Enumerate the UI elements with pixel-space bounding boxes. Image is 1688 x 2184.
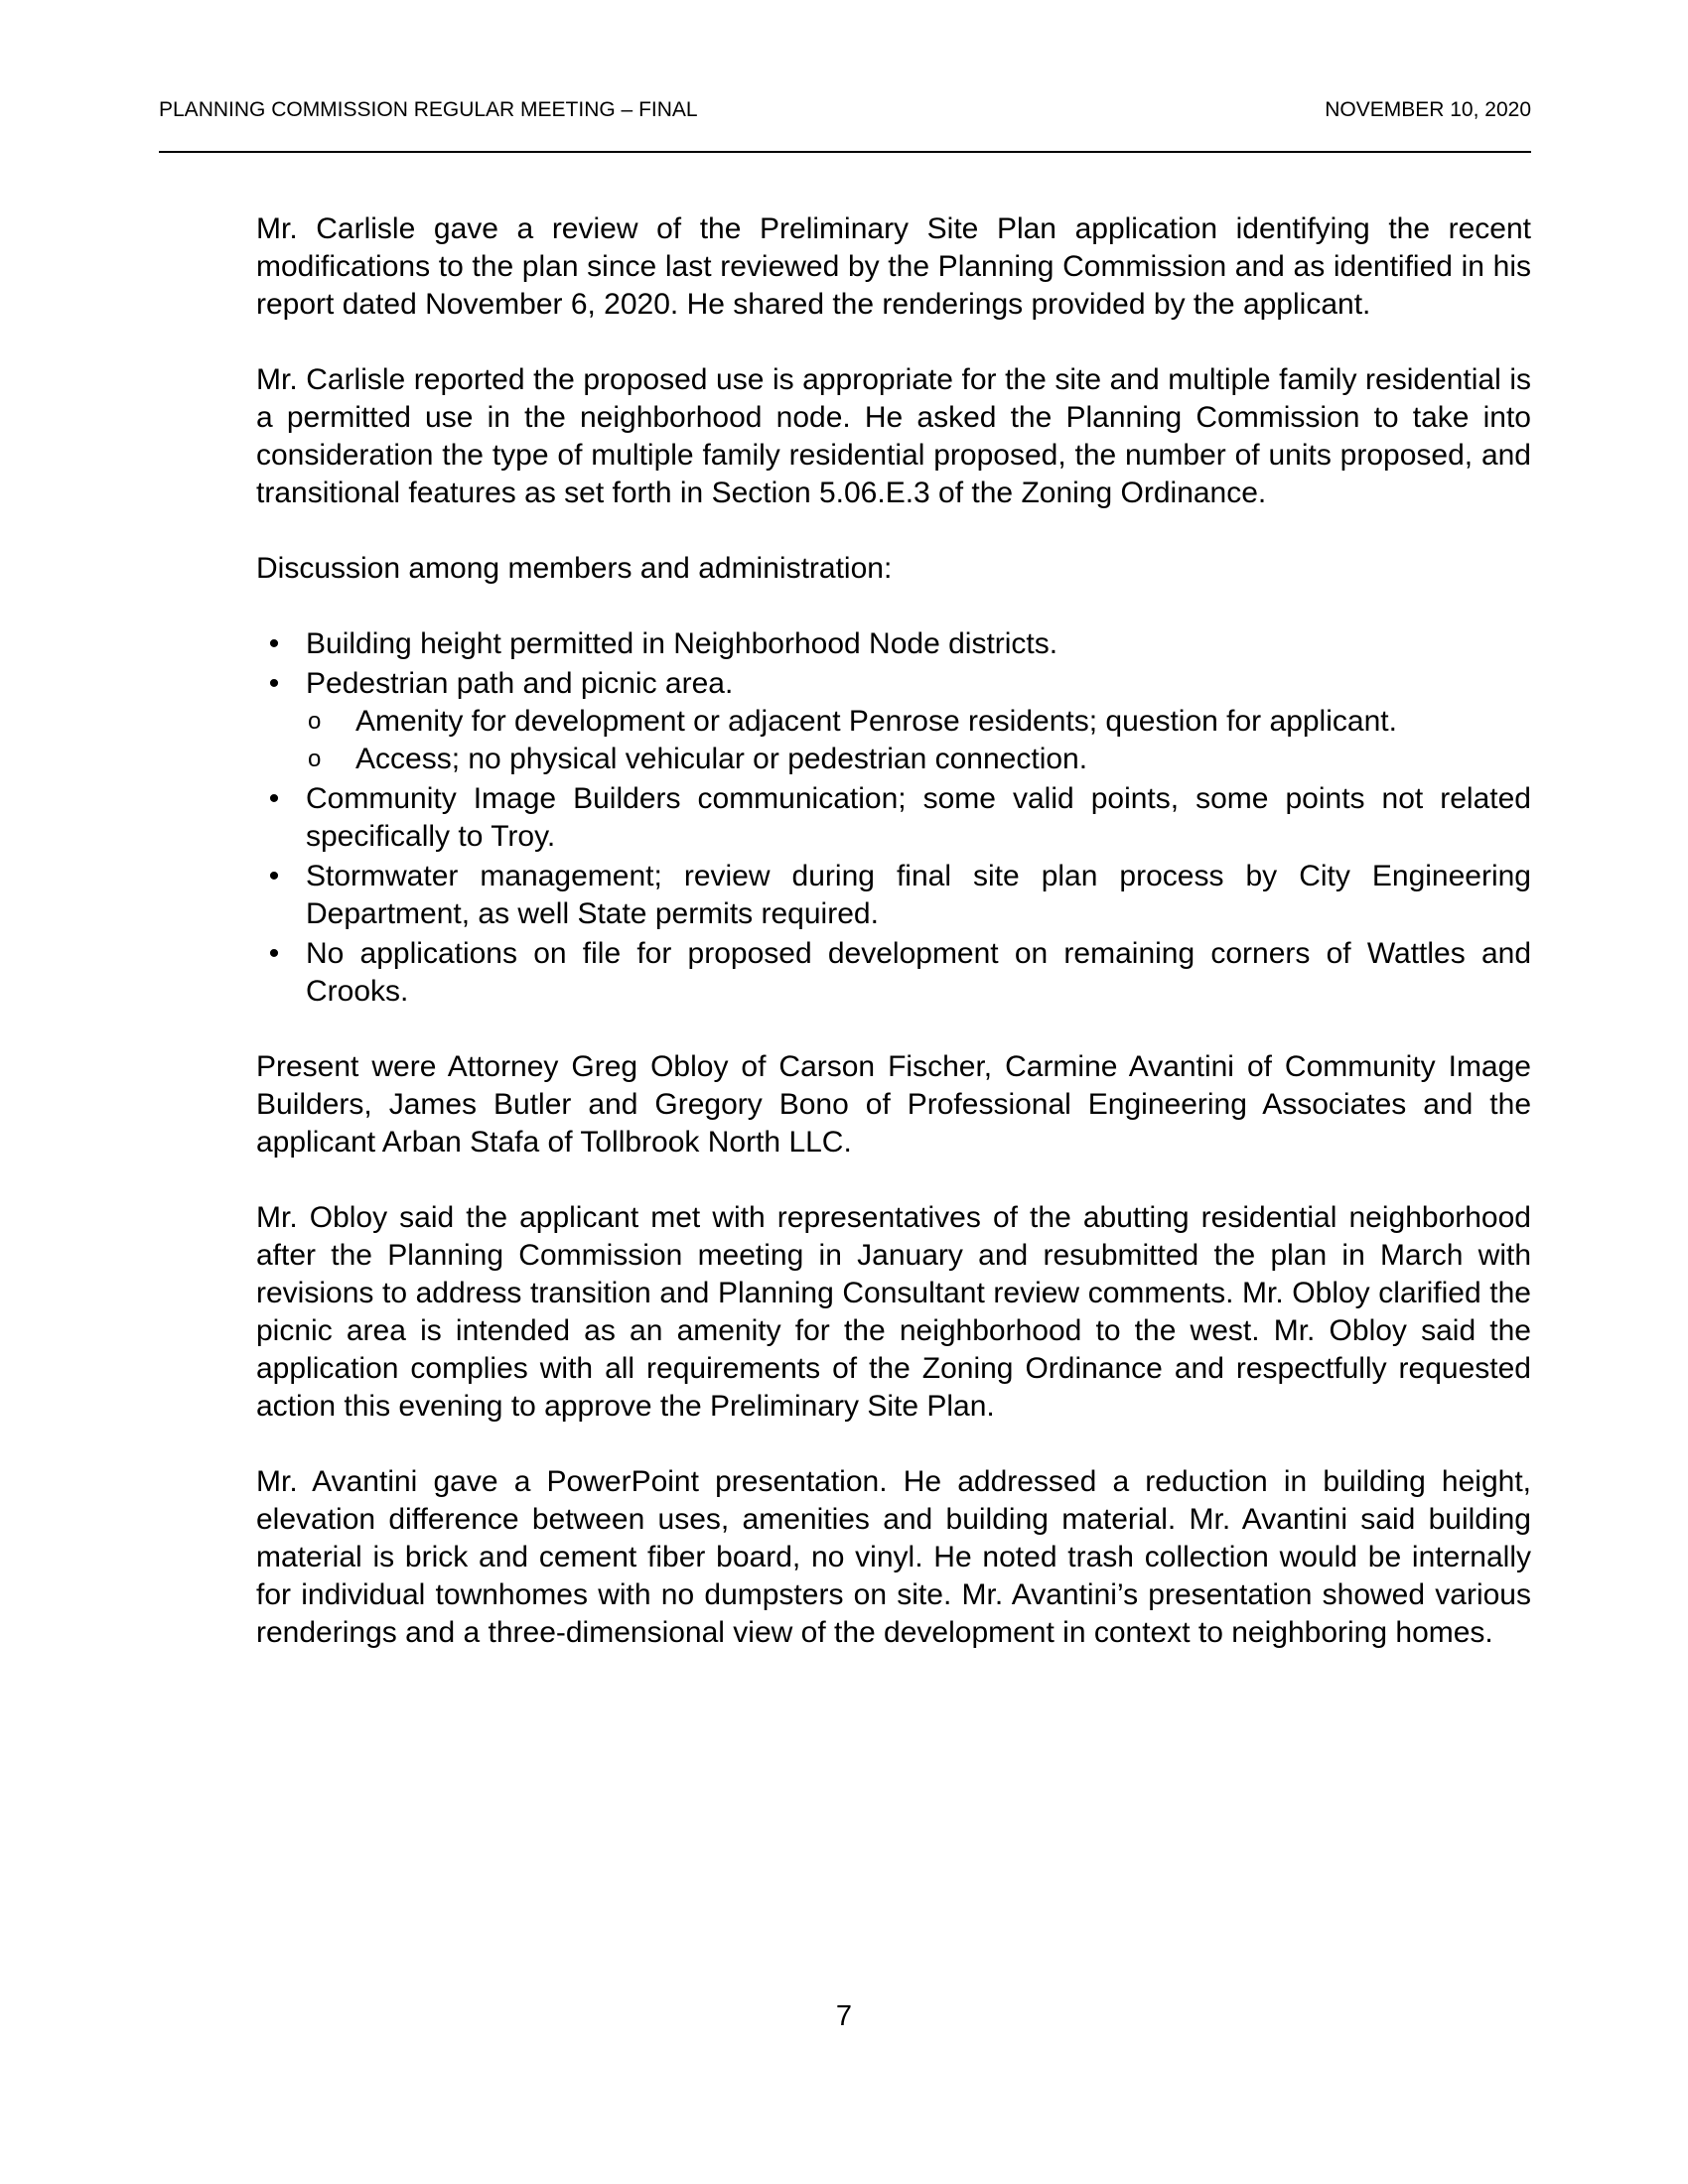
- list-item: [256, 858, 1531, 933]
- list-item-text: Stormwater management; review during final site plan process by City Engineering Department, as well State permits required.: [306, 860, 1531, 930]
- paragraph-obloy-statement: Mr. Obloy said the applicant met with representatives of the abutting residential neighborhood after the Planning Commission meeting in January and resubmitted the plan in March with revisions to address transition and Planning Consultant review comments. Mr. Obloy clarified the picnic area is intended as an amenity for the neighborhood to the west. Mr. Obloy said the application complies with all requirements of the Zoning Ordinance and respectfully requested action this evening to approve the Preliminary Site Plan.: [256, 1201, 1531, 1423]
- discussion-list: [256, 625, 1531, 1011]
- sub-list-item-text: Amenity for development or adjacent Penrose residents; question for applicant.: [355, 705, 1397, 738]
- meeting-date: NOVEMBER 10, 2020: [1325, 98, 1531, 121]
- bullet-icon: •: [268, 937, 280, 970]
- bullet-icon: •: [268, 782, 280, 815]
- paragraph-carlisle-review: Mr. Carlisle gave a review of the Preliminary Site Plan application identifying the recent modifications to the plan since last reviewed by the Planning Commission and as identified in his report dated November 6, 2020. He shared the renderings provided by the applicant.: [256, 212, 1531, 321]
- bullet-icon: •: [268, 860, 280, 892]
- sub-list-item: [306, 703, 1531, 741]
- list-item: [256, 780, 1531, 856]
- sub-list-item: [306, 741, 1531, 778]
- paragraph-attendees: Present were Attorney Greg Obloy of Carson Fischer, Carmine Avantini of Community Image Builders, James Butler and Gregory Bono of Professional Engineering Associates and the applicant Arban Stafa of Tollbrook North LLC.: [256, 1050, 1531, 1159]
- list-item-text: Pedestrian path and picnic area.: [306, 667, 734, 700]
- hollow-bullet-icon: o: [308, 708, 322, 735]
- list-item-text: Community Image Builders communication; some valid points, some points not related specifically to Troy.: [306, 782, 1531, 853]
- paragraph-carlisle-report: Mr. Carlisle reported the proposed use is appropriate for the site and multiple family residential is a permitted use in the neighborhood node. He asked the Planning Commission to take into consideration the type of multiple family residential proposed, the number of units proposed, and transitional features as set forth in Section 5.06.E.3 of the Zoning Ordinance.: [256, 363, 1531, 509]
- bullet-icon: •: [268, 667, 280, 700]
- paragraph-avantini-presentation: Mr. Avantini gave a PowerPoint presentation. He addressed a reduction in building height, elevation difference between uses, amenities and building material. Mr. Avantini said building material is brick and cement fiber board, no vinyl. He noted trash collection would be internally for individual townhomes with no dumpsters on site. Mr. Avantini’s presentation showed various renderings and a three-dimensional view of the development in context to neighboring homes.: [256, 1465, 1531, 1649]
- list-item: [256, 625, 1531, 663]
- document-body: [256, 210, 1531, 1690]
- list-item-text: No applications on file for proposed development on remaining corners of Wattles and Crooks.: [306, 937, 1531, 1008]
- page-header: [159, 95, 1531, 153]
- page-number: 7: [835, 2000, 853, 2032]
- bullet-icon: •: [268, 627, 280, 660]
- document-title: PLANNING COMMISSION REGULAR MEETING – FINAL: [159, 98, 698, 121]
- hollow-bullet-icon: o: [308, 746, 322, 772]
- list-item: [256, 935, 1531, 1011]
- list-item: [256, 665, 1531, 778]
- paragraph-discussion-intro: Discussion among members and administration:: [256, 552, 893, 585]
- list-item-text: Building height permitted in Neighborhood Node districts.: [306, 627, 1058, 660]
- sub-list: [306, 703, 1531, 778]
- sub-list-item-text: Access; no physical vehicular or pedestrian connection.: [355, 743, 1088, 775]
